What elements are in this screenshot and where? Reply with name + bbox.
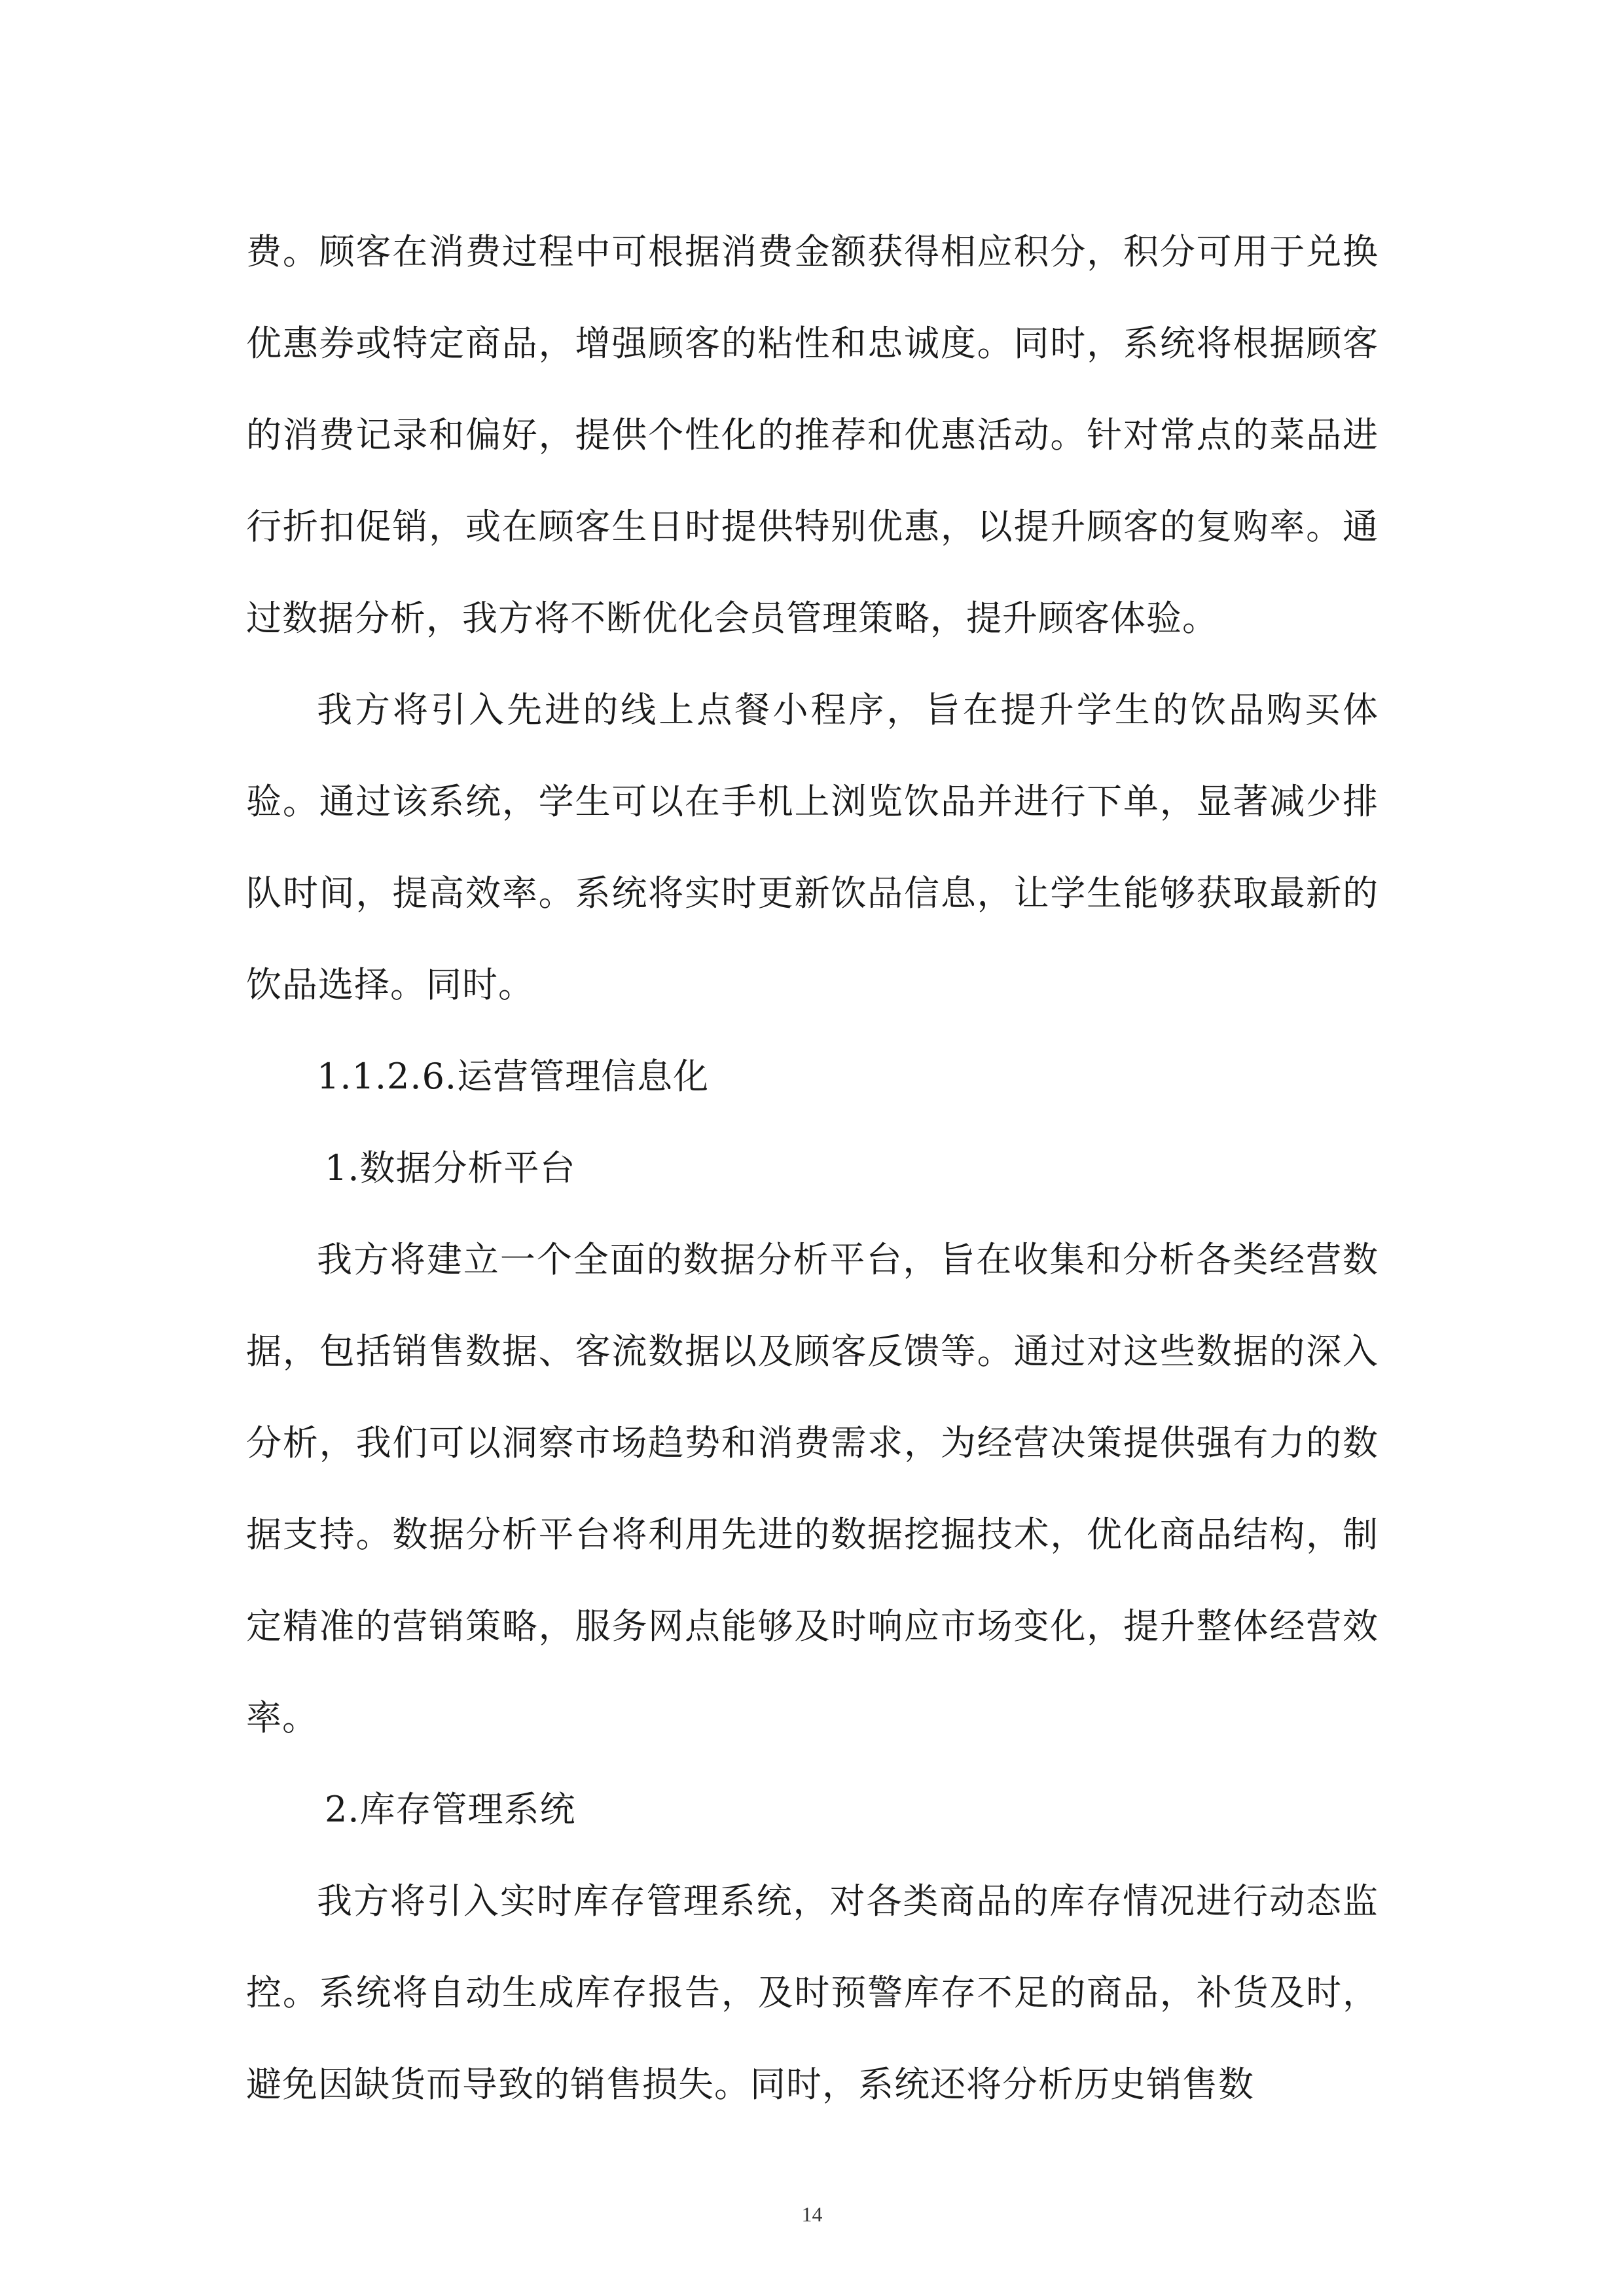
paragraph-inventory: 我方将引入实时库存管理系统，对各类商品的库存情况进行动态监控。系统将自动生成库存报告，及时预警库存不足的商品，补货及时，避免因缺货而导致的销售损失。同时，系统还将分析历史销售数 [246,1880,1379,2105]
subsection-heading-inventory: 2.库存管理系统 [325,1789,576,1830]
subsection-heading-data-platform: 1.数据分析平台 [325,1147,576,1189]
section-heading-operations: 1.1.2.6.运营管理信息化 [317,1056,710,1097]
paragraph-online-ordering: 我方将引入先进的线上点餐小程序，旨在提升学生的饮品购买体验。通过该系统，学生可以在手机上浏览饮品并进行下单，显著减少排队时间，提高效率。系统将实时更新饮品信息，让学生能够获取最新的饮品选择。同时。 [246,689,1379,1005]
page-number: 14 [801,2202,823,2226]
page-body [246,206,1379,2130]
paragraph-data-platform: 我方将建立一个全面的数据分析平台，旨在收集和分析各类经营数据，包括销售数据、客流数据以及顾客反馈等。通过对这些数据的深入分析，我们可以洞察市场趋势和消费需求，为经营决策提供强有力的数据支持。数据分析平台将利用先进的数据挖掘技术，优化商品结构，制定精准的营销策略，服务网点能够及时响应市场变化，提升整体经营效率。 [246,1239,1379,1738]
paragraph-membership-points: 费。顾客在消费过程中可根据消费金额获得相应积分，积分可用于兑换优惠券或特定商品，增强顾客的粘性和忠诚度。同时，系统将根据顾客的消费记录和偏好，提供个性化的推荐和优惠活动。针对常点的菜品进行折扣促销，或在顾客生日时提供特别优惠，以提升顾客的复购率。通过数据分析，我方将不断优化会员管理策略，提升顾客体验。 [246,231,1379,639]
